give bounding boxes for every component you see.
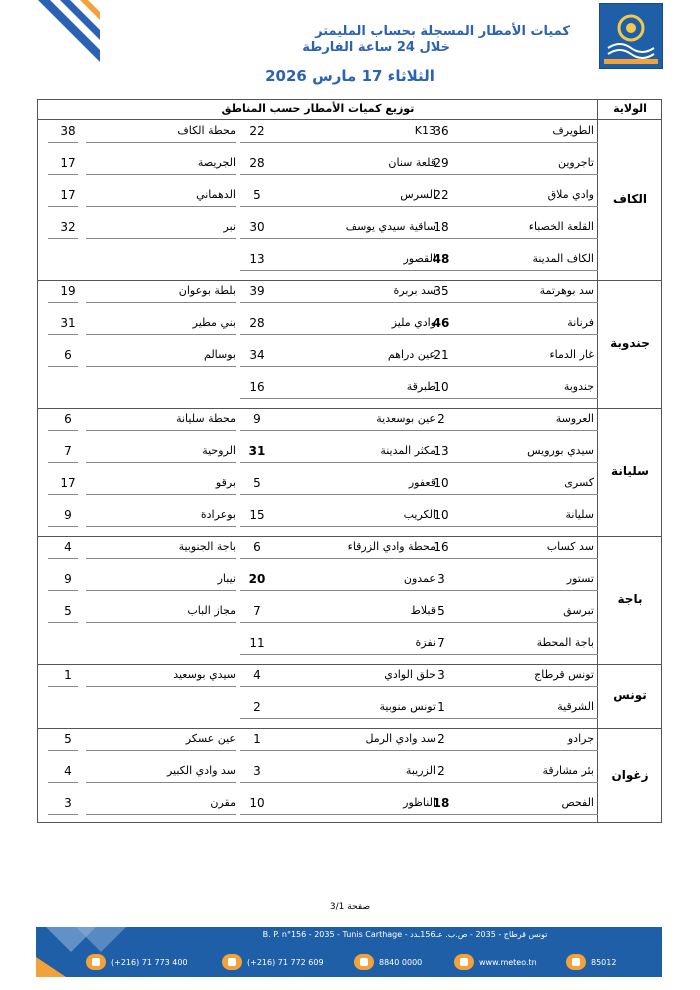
station-name: باجة الجنوبية bbox=[178, 540, 236, 553]
station-name: الزريبة bbox=[405, 764, 436, 777]
rainfall-value: 3 bbox=[437, 668, 445, 682]
station-name: كسرى bbox=[564, 476, 594, 489]
rainfall-value: 7 bbox=[437, 636, 445, 650]
cell-underline bbox=[450, 526, 598, 527]
cell-underline bbox=[260, 270, 438, 271]
region-divider bbox=[38, 728, 661, 729]
station-name: K13 bbox=[414, 124, 436, 137]
rainfall-value: 20 bbox=[248, 572, 266, 586]
rainfall-value: 13 bbox=[433, 444, 449, 458]
page-title-line2: خلال 24 ساعة الفارطة bbox=[302, 40, 450, 55]
page-number: صفحة 3/1 bbox=[329, 902, 371, 912]
region-divider bbox=[38, 664, 661, 665]
cell-underline bbox=[86, 238, 236, 239]
station-name: نيبار bbox=[217, 572, 236, 585]
rainfall-value: 5 bbox=[253, 188, 261, 202]
column-header-wilaya: الولاية bbox=[613, 102, 647, 115]
value-underline bbox=[48, 686, 78, 687]
header-divider bbox=[38, 119, 661, 120]
wilaya-name: تونس bbox=[613, 688, 647, 702]
rainfall-value: 19 bbox=[60, 284, 76, 298]
rainfall-value: 22 bbox=[249, 124, 265, 138]
wilaya-name: الكاف bbox=[612, 192, 648, 206]
cell-underline bbox=[450, 142, 598, 143]
station-name: تونس منوبية bbox=[379, 700, 436, 713]
rainfall-value: 3 bbox=[64, 796, 72, 810]
region-divider bbox=[38, 408, 661, 409]
station-name: سد وادي الرمل bbox=[365, 732, 436, 745]
value-underline bbox=[48, 334, 78, 335]
rainfall-value: 3 bbox=[437, 572, 445, 586]
rainfall-value: 32 bbox=[60, 220, 76, 234]
value-underline bbox=[48, 494, 78, 495]
rainfall-value: 6 bbox=[64, 412, 72, 426]
rainfall-value: 4 bbox=[64, 540, 72, 554]
rainfall-value: 7 bbox=[64, 444, 72, 458]
station-name: وادي ملاق bbox=[547, 188, 594, 201]
cell-underline bbox=[260, 302, 438, 303]
cell-underline bbox=[86, 750, 236, 751]
cell-underline bbox=[260, 174, 438, 175]
value-underline bbox=[48, 174, 78, 175]
station-name: تاجروين bbox=[557, 156, 594, 169]
rainfall-value: 29 bbox=[433, 156, 449, 170]
cell-underline bbox=[260, 750, 438, 751]
station-name: الكاف المدينة bbox=[532, 252, 594, 265]
value-underline bbox=[48, 238, 78, 239]
rainfall-value: 4 bbox=[253, 668, 261, 682]
station-name: تونس قرطاج bbox=[534, 668, 594, 681]
cell-underline bbox=[86, 814, 236, 815]
value-underline bbox=[240, 686, 270, 687]
value-underline bbox=[240, 590, 270, 591]
wilaya-name: جندوبة bbox=[610, 336, 650, 350]
cell-underline bbox=[86, 558, 236, 559]
value-underline bbox=[240, 622, 270, 623]
station-name: طبرقة bbox=[406, 380, 436, 393]
cell-underline bbox=[450, 398, 598, 399]
cell-underline bbox=[86, 430, 236, 431]
fax-icon bbox=[222, 954, 242, 970]
cell-underline bbox=[450, 750, 598, 751]
cell-underline bbox=[86, 334, 236, 335]
cell-underline bbox=[86, 142, 236, 143]
station-name: فرنانة bbox=[567, 316, 594, 329]
region-divider bbox=[38, 536, 661, 537]
station-name: تستور bbox=[566, 572, 594, 585]
report-date: الثلاثاء 17 مارس 2026 bbox=[265, 67, 435, 85]
rainfall-value: 10 bbox=[249, 796, 265, 810]
web-icon bbox=[454, 954, 474, 970]
footer-website[interactable]: www.meteo.tn bbox=[454, 954, 537, 970]
value-underline bbox=[240, 270, 270, 271]
rainfall-value: 34 bbox=[249, 348, 265, 362]
value-underline bbox=[48, 526, 78, 527]
station-name: بني مطير bbox=[192, 316, 236, 329]
cell-underline bbox=[260, 334, 438, 335]
rainfall-value: 4 bbox=[64, 764, 72, 778]
rainfall-value: 28 bbox=[249, 156, 265, 170]
value-underline bbox=[48, 622, 78, 623]
value-underline bbox=[240, 238, 270, 239]
station-name: جرادو bbox=[567, 732, 594, 745]
cell-underline bbox=[260, 718, 438, 719]
station-name: محطة وادي الزرقاء bbox=[347, 540, 436, 553]
cell-underline bbox=[86, 590, 236, 591]
station-name: سد كساب bbox=[546, 540, 594, 553]
value-underline bbox=[240, 526, 270, 527]
cell-underline bbox=[260, 238, 438, 239]
cell-underline bbox=[450, 558, 598, 559]
station-name: حلق الوادي bbox=[384, 668, 436, 681]
value-underline bbox=[240, 206, 270, 207]
rainfall-table bbox=[37, 99, 662, 823]
cell-underline bbox=[450, 430, 598, 431]
cell-underline bbox=[86, 686, 236, 687]
rainfall-value: 7 bbox=[253, 604, 261, 618]
cell-underline bbox=[86, 782, 236, 783]
wilaya-name: سليانة bbox=[611, 464, 649, 478]
footer-bar bbox=[36, 927, 662, 977]
rainfall-value: 30 bbox=[249, 220, 265, 234]
rainfall-value: 9 bbox=[253, 412, 261, 426]
station-name: جندوبة bbox=[563, 380, 594, 393]
cell-underline bbox=[260, 206, 438, 207]
column-divider bbox=[597, 100, 598, 822]
cell-underline bbox=[86, 302, 236, 303]
value-underline bbox=[48, 558, 78, 559]
station-name: عمدون bbox=[403, 572, 436, 585]
cell-underline bbox=[450, 302, 598, 303]
cell-underline bbox=[450, 814, 598, 815]
value-underline bbox=[240, 718, 270, 719]
station-name: برقو bbox=[215, 476, 236, 489]
rainfall-value: 17 bbox=[60, 476, 76, 490]
station-name: عين بوسعدية bbox=[376, 412, 436, 425]
cell-underline bbox=[450, 654, 598, 655]
cell-underline bbox=[260, 622, 438, 623]
cell-underline bbox=[86, 622, 236, 623]
value-underline bbox=[48, 814, 78, 815]
mail-icon bbox=[566, 954, 586, 970]
value-underline bbox=[48, 750, 78, 751]
station-name: ساقية سيدي يوسف bbox=[345, 220, 436, 233]
value-underline bbox=[240, 302, 270, 303]
rainfall-value: 35 bbox=[433, 284, 449, 298]
station-name: بلطة بوعوان bbox=[178, 284, 236, 297]
cell-underline bbox=[260, 430, 438, 431]
rainfall-value: 48 bbox=[432, 252, 450, 266]
station-name: بوسالم bbox=[204, 348, 236, 361]
cell-underline bbox=[450, 590, 598, 591]
station-name: الكريب bbox=[403, 508, 436, 521]
rainfall-value: 1 bbox=[64, 668, 72, 682]
rainfall-value: 31 bbox=[248, 444, 266, 458]
cell-underline bbox=[450, 494, 598, 495]
value-underline bbox=[48, 302, 78, 303]
value-underline bbox=[48, 430, 78, 431]
wilaya-name: باجة bbox=[617, 592, 643, 606]
cell-underline bbox=[450, 782, 598, 783]
station-name: تبرسق bbox=[563, 604, 594, 617]
value-underline bbox=[48, 366, 78, 367]
value-underline bbox=[240, 142, 270, 143]
rainfall-value: 36 bbox=[433, 124, 449, 138]
cell-underline bbox=[450, 206, 598, 207]
value-underline bbox=[48, 590, 78, 591]
rainfall-value: 2 bbox=[437, 412, 445, 426]
value-underline bbox=[240, 174, 270, 175]
station-name: محطة الكاف bbox=[177, 124, 236, 137]
column-header-distribution: توزيع كميات الأمطار حسب المناطق bbox=[221, 102, 415, 115]
rainfall-value: 2 bbox=[437, 764, 445, 778]
inm-logo bbox=[599, 3, 663, 69]
cell-underline bbox=[86, 462, 236, 463]
station-name: بئر مشارقة bbox=[542, 764, 594, 777]
rainfall-value: 10 bbox=[433, 476, 449, 490]
rainfall-value: 17 bbox=[60, 188, 76, 202]
cell-underline bbox=[450, 334, 598, 335]
station-name: محطة سليانة bbox=[176, 412, 236, 425]
cell-underline bbox=[450, 622, 598, 623]
value-underline bbox=[48, 206, 78, 207]
rainfall-value: 9 bbox=[64, 508, 72, 522]
station-name: بوعرادة bbox=[200, 508, 236, 521]
value-underline bbox=[240, 334, 270, 335]
value-underline bbox=[240, 462, 270, 463]
rainfall-value: 39 bbox=[249, 284, 265, 298]
station-name: سد وادي الكبير bbox=[166, 764, 236, 777]
rainfall-value: 3 bbox=[253, 764, 261, 778]
rainfall-value: 31 bbox=[60, 316, 76, 330]
value-underline bbox=[48, 462, 78, 463]
station-name: الدهماني bbox=[196, 188, 236, 201]
value-underline bbox=[240, 494, 270, 495]
station-name: عين عسكر bbox=[185, 732, 236, 745]
footer-phone: (+216) 71 773 400 bbox=[86, 954, 188, 970]
wilaya-name: زغوان bbox=[611, 768, 649, 782]
cell-underline bbox=[260, 558, 438, 559]
cell-underline bbox=[86, 206, 236, 207]
cell-underline bbox=[260, 526, 438, 527]
cell-underline bbox=[450, 238, 598, 239]
cell-underline bbox=[450, 686, 598, 687]
station-name: السرس bbox=[400, 188, 436, 201]
rainfall-value: 28 bbox=[249, 316, 265, 330]
rainfall-value: 5 bbox=[64, 604, 72, 618]
value-underline bbox=[48, 782, 78, 783]
rainfall-value: 21 bbox=[433, 348, 449, 362]
station-name: باجة المحطة bbox=[536, 636, 594, 649]
cell-underline bbox=[260, 398, 438, 399]
station-name: عين دراهم bbox=[387, 348, 436, 361]
station-name: الناظور bbox=[403, 796, 436, 809]
station-name: مقرن bbox=[210, 796, 236, 809]
station-name: قعفور bbox=[408, 476, 436, 489]
cell-underline bbox=[260, 590, 438, 591]
station-name: العروسة bbox=[555, 412, 594, 425]
value-underline bbox=[48, 142, 78, 143]
footer-fax: (+216) 71 772 609 bbox=[222, 954, 324, 970]
rainfall-value: 18 bbox=[433, 220, 449, 234]
cell-underline bbox=[260, 494, 438, 495]
cell-underline bbox=[86, 494, 236, 495]
station-name: سد بوهرتمة bbox=[539, 284, 594, 297]
brand-stripes-icon bbox=[0, 0, 110, 70]
green-number-icon bbox=[354, 954, 374, 970]
cell-underline bbox=[86, 526, 236, 527]
cell-underline bbox=[260, 782, 438, 783]
cell-underline bbox=[450, 270, 598, 271]
cell-underline bbox=[260, 462, 438, 463]
footer-code: 85012 bbox=[566, 954, 616, 970]
footer-address: B. P. n°156 - 2035 - Tunis Carthage - تونس قرطاج - 2035 - ص.ب. عـ156ـدد bbox=[262, 930, 548, 939]
station-name: نبر bbox=[223, 220, 236, 233]
rainfall-value: 16 bbox=[433, 540, 449, 554]
value-underline bbox=[240, 782, 270, 783]
value-underline bbox=[240, 398, 270, 399]
rainfall-value: 17 bbox=[60, 156, 76, 170]
station-name: الروحية bbox=[202, 444, 236, 457]
station-name: وادي مليز bbox=[391, 316, 436, 329]
cell-underline bbox=[260, 654, 438, 655]
region-divider bbox=[38, 280, 661, 281]
cell-underline bbox=[450, 366, 598, 367]
rainfall-value: 2 bbox=[437, 732, 445, 746]
rainfall-value: 5 bbox=[253, 476, 261, 490]
rainfall-value: 18 bbox=[432, 796, 450, 810]
cell-underline bbox=[260, 814, 438, 815]
station-name: سليانة bbox=[565, 508, 594, 521]
station-name: مكثر المدينة bbox=[380, 444, 436, 457]
value-underline bbox=[240, 750, 270, 751]
station-name: سيدي بورويس bbox=[527, 444, 594, 457]
rainfall-value: 10 bbox=[433, 508, 449, 522]
station-name: قلعة سنان bbox=[388, 156, 436, 169]
cell-underline bbox=[450, 718, 598, 719]
rainfall-value: 6 bbox=[253, 540, 261, 554]
rainfall-value: 15 bbox=[249, 508, 265, 522]
station-name: القلعة الخصباء bbox=[528, 220, 594, 233]
station-name: قبلاط bbox=[410, 604, 436, 617]
rainfall-value: 2 bbox=[253, 700, 261, 714]
cell-underline bbox=[86, 174, 236, 175]
cell-underline bbox=[260, 686, 438, 687]
rainfall-value: 6 bbox=[64, 348, 72, 362]
rainfall-value: 5 bbox=[437, 604, 445, 618]
cell-underline bbox=[260, 142, 438, 143]
rainfall-value: 46 bbox=[432, 316, 450, 330]
value-underline bbox=[240, 814, 270, 815]
rainfall-value: 5 bbox=[64, 732, 72, 746]
rainfall-value: 38 bbox=[60, 124, 76, 138]
rainfall-value: 1 bbox=[437, 700, 445, 714]
station-name: غار الدماء bbox=[549, 348, 594, 361]
phone-icon bbox=[86, 954, 106, 970]
footer-green-number: 8840 0000 bbox=[354, 954, 422, 970]
station-name: الفحص bbox=[561, 796, 594, 809]
station-name: سيدي بوسعيد bbox=[173, 668, 236, 681]
station-name: مجاز الباب bbox=[187, 604, 236, 617]
cell-underline bbox=[450, 462, 598, 463]
value-underline bbox=[240, 558, 270, 559]
value-underline bbox=[240, 366, 270, 367]
rainfall-value: 10 bbox=[433, 380, 449, 394]
page-title-line1: كميات الأمطار المسجلة بحساب المليمتر bbox=[315, 24, 570, 39]
rainfall-value: 13 bbox=[249, 252, 265, 266]
rainfall-value: 11 bbox=[249, 636, 265, 650]
rainfall-value: 9 bbox=[64, 572, 72, 586]
station-name: الشرقية bbox=[557, 700, 594, 713]
rainfall-value: 1 bbox=[253, 732, 261, 746]
station-name: الجريصة bbox=[197, 156, 236, 169]
station-name: نفزة bbox=[415, 636, 436, 649]
rainfall-value: 16 bbox=[249, 380, 265, 394]
value-underline bbox=[240, 654, 270, 655]
cell-underline bbox=[260, 366, 438, 367]
value-underline bbox=[240, 430, 270, 431]
station-name: سد بربرة bbox=[393, 284, 436, 297]
station-name: القصور bbox=[403, 252, 436, 265]
rainfall-value: 22 bbox=[433, 188, 449, 202]
cell-underline bbox=[86, 366, 236, 367]
station-name: الطويرف bbox=[552, 124, 594, 137]
cell-underline bbox=[450, 174, 598, 175]
